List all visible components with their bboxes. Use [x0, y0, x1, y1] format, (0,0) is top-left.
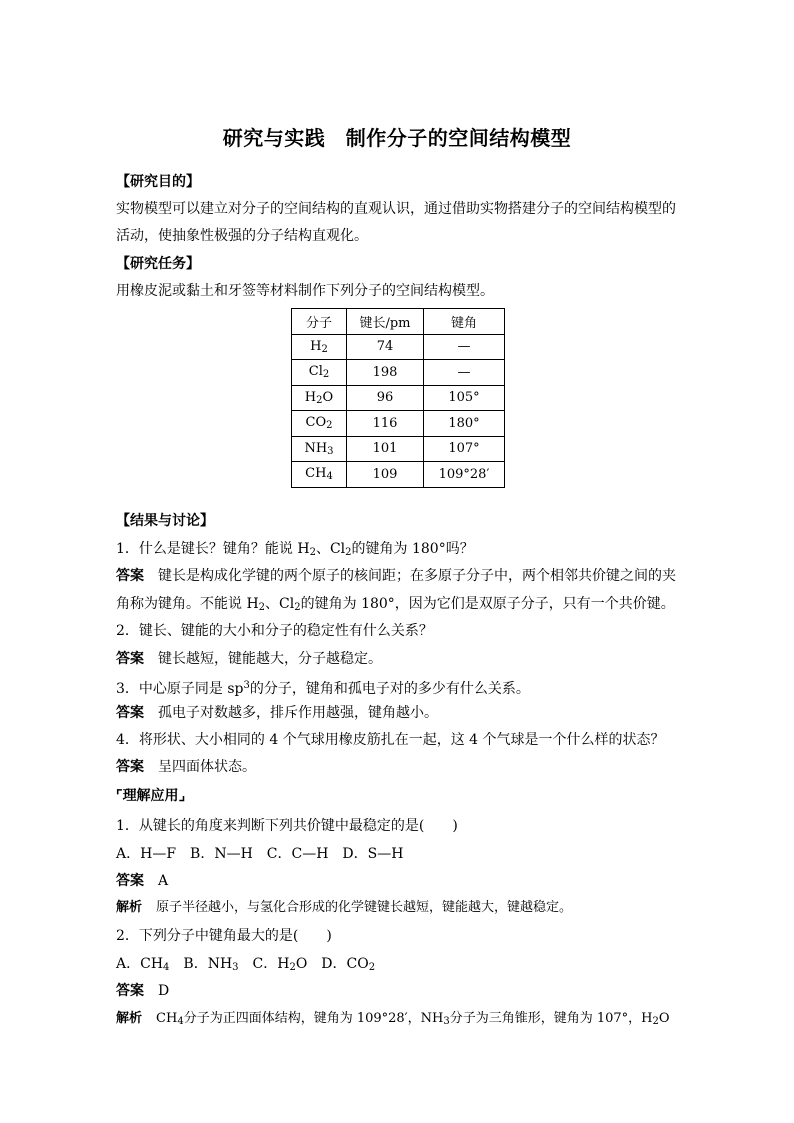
apply-question-1: 1．从键长的角度来判断下列共价键中最稳定的是( ) — [116, 818, 458, 834]
apply-question-2: 2．下列分子中键角最大的是( ) — [116, 928, 332, 944]
apply-answer-1: 答案 A — [116, 873, 169, 889]
table-row — [292, 360, 505, 386]
discussion-answer-1-line-2: 角称为键角。不能说 $H_2$、$Cl_2$的键角为 180°，因为它们是双原子分子，只有一个共价键。 — [116, 596, 675, 613]
molecule-cell: $NH_3$ — [292, 436, 347, 462]
discussion-answer-2: 答案 键长越短，键能越大，分子越稳定。 — [116, 651, 382, 667]
task-heading: 【研究任务】 — [116, 256, 200, 272]
bond-data-table — [291, 308, 505, 488]
bond-length-cell: 116 — [347, 411, 424, 437]
apply-answer-2: 答案 D — [116, 983, 170, 999]
molecule-cell: $CO_2$ — [292, 411, 347, 437]
table-row — [292, 436, 505, 462]
purpose-line-1: 实物模型可以建立对分子的空间结构的直观认识，通过借助实物搭建分子的空间结构模型的 — [116, 201, 676, 217]
discussion-answer-4: 答案 呈四面体状态。 — [116, 759, 256, 775]
bond-length-cell: 101 — [347, 436, 424, 462]
molecule-cell: $Cl_2$ — [292, 360, 347, 386]
bond-angle-cell: 105° — [424, 385, 505, 411]
discussion-question-3: 3．中心原子同是 $sp^3$的分子，键角和孤电子对的多少有什么关系。 — [116, 680, 530, 697]
discussion-heading: 【结果与讨论】 — [116, 513, 214, 529]
discussion-answer-1-line-1: 答案 键长是构成化学键的两个原子的核间距；在多原子分子中，两个相邻共价键之间的夹 — [116, 568, 676, 584]
header-bond-angle: 键角 — [424, 309, 505, 335]
purpose-heading: 【研究目的】 — [116, 174, 200, 190]
bond-length-cell: 74 — [347, 334, 424, 360]
bond-angle-cell: 180° — [424, 411, 505, 437]
apply-question-2-options: A．$CH_4$ B．$NH_3$ C．$H_2O$ D．$CO_2$ — [116, 956, 376, 973]
bond-length-cell: 109 — [347, 462, 424, 488]
table-row — [292, 385, 505, 411]
header-bond-length: 键长/pm — [347, 309, 424, 335]
table-row — [292, 411, 505, 437]
discussion-question-4: 4．将形状、大小相同的 4 个气球用橡皮筋扎在一起，这 4 个气球是一个什么样的状态？ — [116, 732, 665, 748]
table-row — [292, 462, 505, 488]
bond-angle-cell: — — [424, 360, 505, 386]
discussion-answer-3: 答案 孤电子对数越多，排斥作用越强，键角越小。 — [116, 705, 438, 721]
bond-length-cell: 96 — [347, 385, 424, 411]
discussion-question-2: 2．键长、键能的大小和分子的稳定性有什么关系？ — [116, 623, 433, 639]
table-row — [292, 334, 505, 360]
apply-heading: ⌜理解应用⌟ — [116, 788, 186, 804]
bond-length-cell: 198 — [347, 360, 424, 386]
bond-angle-cell: 107° — [424, 436, 505, 462]
table-header-row — [292, 309, 505, 335]
discussion-question-1: 1．什么是键长？键角？能说 $H_2$、$Cl_2$的键角为 180°吗？ — [116, 541, 474, 558]
molecule-cell: $CH_4$ — [292, 462, 347, 488]
bracket-open-icon: ⌜ — [116, 788, 123, 804]
apply-explanation-1: 解析 原子半径越小，与氢化合形成的化学键键长越短，键能越大，键越稳定。 — [116, 900, 573, 915]
page-title: 研究与实践 制作分子的空间结构模型 — [222, 126, 572, 150]
bond-angle-cell: — — [424, 334, 505, 360]
purpose-line-2: 活动，使抽象性极强的分子结构直观化。 — [116, 228, 368, 244]
molecule-cell: $H_2O$ — [292, 385, 347, 411]
header-molecule: 分子 — [292, 309, 347, 335]
task-line-1: 用橡皮泥或黏土和牙签等材料制作下列分子的空间结构模型。 — [116, 283, 494, 299]
bracket-close-icon: ⌟ — [178, 788, 186, 804]
apply-question-1-options: A．H—F B．N—H C．C—H D．S—H — [116, 846, 404, 862]
bond-angle-cell: 109°28′ — [424, 462, 505, 488]
apply-explanation-2: 解析 $CH_4$分子为正四面体结构，键角为 109°28′，$NH_3$分子为三角锥形，键角为 107°，$H_2O$ — [116, 1011, 670, 1027]
molecule-cell: $H_2$ — [292, 334, 347, 360]
